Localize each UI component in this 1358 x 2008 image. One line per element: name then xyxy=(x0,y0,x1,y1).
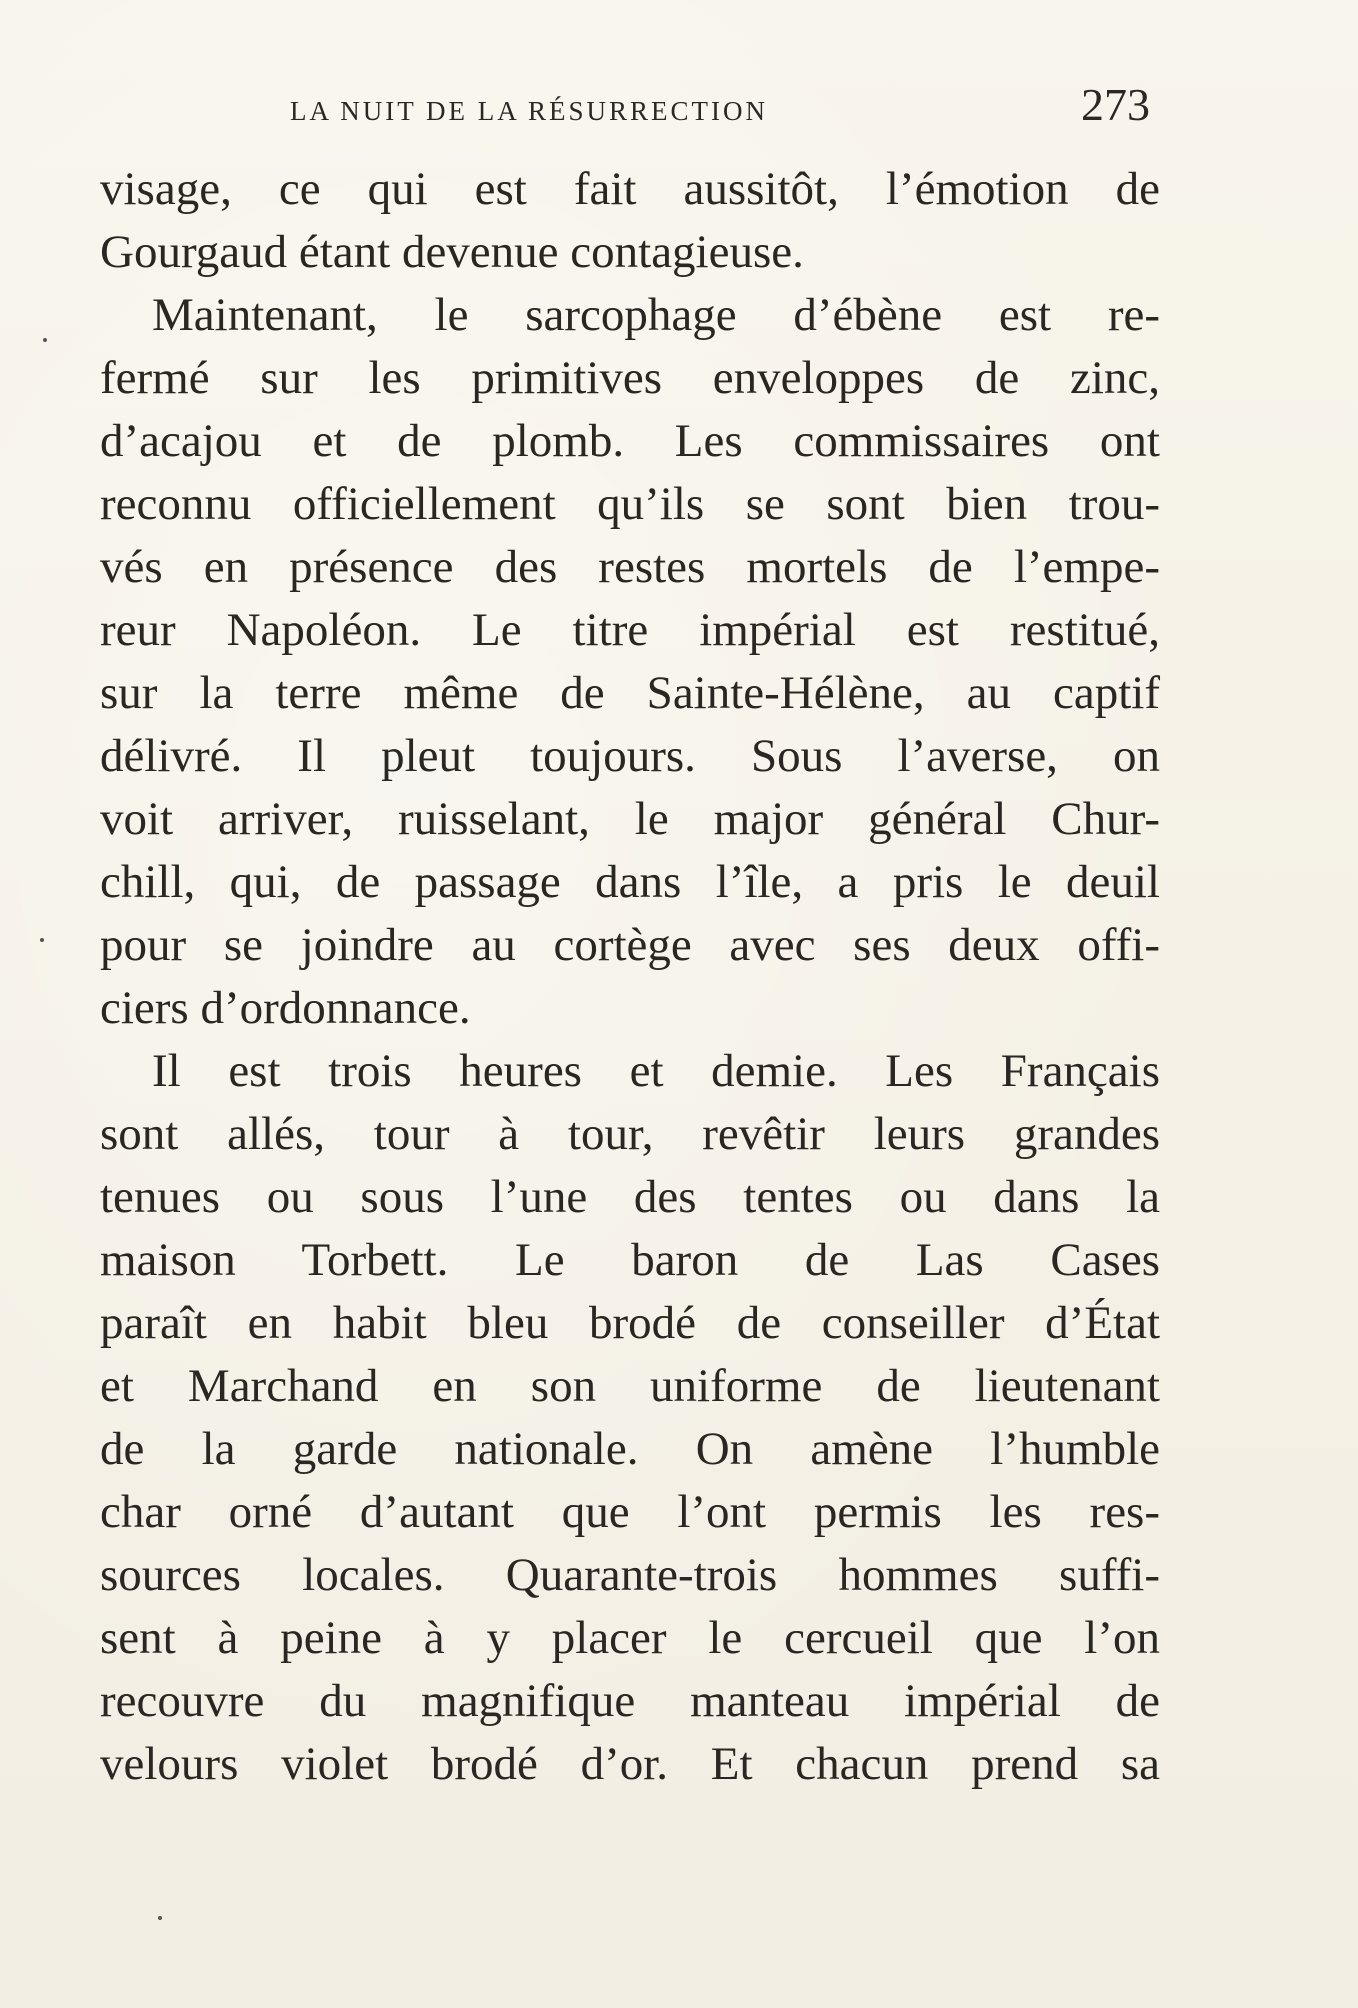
text-line: reconnu officiellement qu’ils se sont bien trou- xyxy=(100,478,1160,530)
text-line: tenues ou sous l’une des tentes ou dans la xyxy=(100,1171,1160,1223)
text-line: sources locales. Quarante-trois hommes suffi- xyxy=(100,1549,1160,1601)
text-line: chill, qui, de passage dans l’île, a pris le deuil xyxy=(100,856,1160,908)
text-line: sur la terre même de Sainte-Hélène, au captif xyxy=(100,667,1160,719)
text-line: Maintenant, le sarcophage d’ébène est re- xyxy=(152,289,1160,341)
paper-speck xyxy=(158,1916,162,1920)
text-line: Il est trois heures et demie. Les Français xyxy=(152,1045,1160,1097)
body-text xyxy=(100,158,1160,1796)
paper-speck xyxy=(40,938,44,942)
text-line: reur Napoléon. Le titre impérial est restitué, xyxy=(100,604,1160,656)
text-line: paraît en habit bleu brodé de conseiller d’État xyxy=(100,1297,1160,1349)
page-number: 273 xyxy=(1081,79,1150,130)
running-title: LA NUIT DE LA RÉSURRECTION xyxy=(290,96,769,126)
text-line: ciers d’ordonnance. xyxy=(100,982,471,1034)
text-line: fermé sur les primitives enveloppes de zinc, xyxy=(100,352,1160,404)
paper-speck xyxy=(43,338,47,342)
text-line: recouvre du magnifique manteau impérial de xyxy=(100,1675,1160,1727)
text-line: pour se joindre au cortège avec ses deux offi- xyxy=(100,919,1160,971)
text-line: char orné d’autant que l’ont permis les res- xyxy=(100,1486,1160,1538)
text-line: délivré. Il pleut toujours. Sous l’averse, on xyxy=(100,730,1160,782)
running-head xyxy=(280,78,1150,138)
text-line: sont allés, tour à tour, revêtir leurs grandes xyxy=(100,1108,1160,1160)
text-line: maison Torbett. Le baron de Las Cases xyxy=(100,1234,1160,1286)
text-line: de la garde nationale. On amène l’humble xyxy=(100,1423,1160,1475)
text-line: d’acajou et de plomb. Les commissaires ont xyxy=(100,415,1160,467)
text-line: vés en présence des restes mortels de l’empe- xyxy=(100,541,1160,593)
text-line: sent à peine à y placer le cercueil que l’on xyxy=(100,1612,1160,1664)
text-line: Gourgaud étant devenue contagieuse. xyxy=(100,226,804,278)
text-line: voit arriver, ruisselant, le major général Chur- xyxy=(100,793,1160,845)
text-line: et Marchand en son uniforme de lieutenant xyxy=(100,1360,1160,1412)
text-line: visage, ce qui est fait aussitôt, l’émotion de xyxy=(100,163,1160,215)
text-line: velours violet brodé d’or. Et chacun prend sa xyxy=(100,1738,1160,1790)
